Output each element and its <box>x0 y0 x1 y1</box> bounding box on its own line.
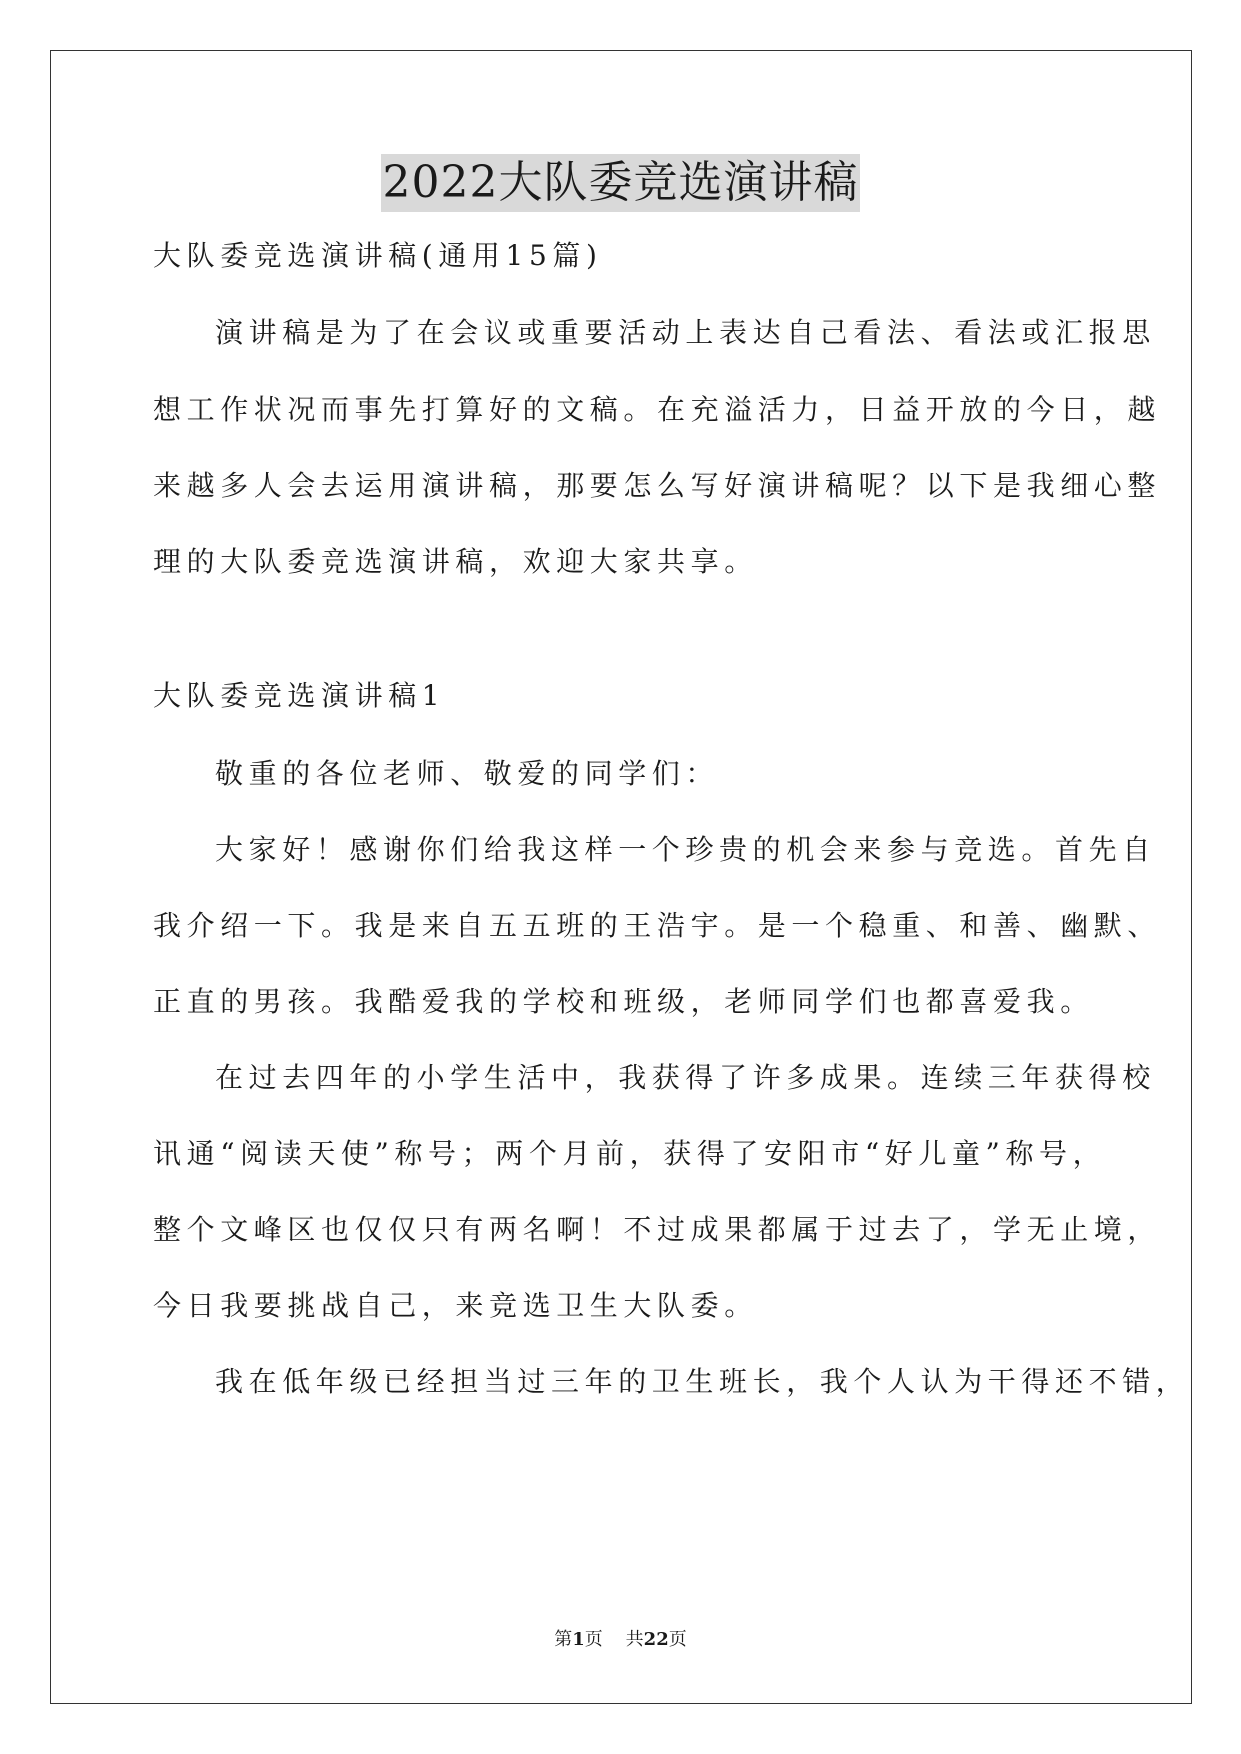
document-subtitle: 大队委竞选演讲稿(通用15篇) <box>153 239 603 272</box>
document-title: 2022大队委竞选演讲稿 <box>381 154 861 212</box>
body-line-5: 在过去四年的小学生活中，我获得了许多成果。连续三年获得校 <box>215 1061 1156 1094</box>
body-line-8: 今日我要挑战自己，来竞选卫生大队委。 <box>153 1289 758 1322</box>
page-suffix: 页 <box>584 1629 603 1650</box>
total-pages: 22 <box>643 1629 669 1650</box>
body-line-1: 敬重的各位老师、敬爱的同学们： <box>215 757 720 790</box>
intro-line-4: 理的大队委竞选演讲稿，欢迎大家共享。 <box>153 545 758 578</box>
body-line-4: 正直的男孩。我酷爱我的学校和班级，老师同学们也都喜爱我。 <box>153 985 1094 1018</box>
page-border <box>50 50 1192 1704</box>
page-number: 1 <box>572 1629 585 1650</box>
page-footer <box>0 1628 1241 1652</box>
body-line-2: 大家好！感谢你们给我这样一个珍贵的机会来参与竞选。首先自 <box>215 833 1156 866</box>
total-suffix: 页 <box>668 1629 687 1650</box>
body-line-9: 我在低年级已经担当过三年的卫生班长，我个人认为干得还不错， <box>215 1365 1190 1398</box>
body-line-6: 讯通“阅读天使”称号；两个月前，获得了安阳市“好儿童”称号， <box>153 1137 1107 1170</box>
title-container <box>0 154 1241 212</box>
total-prefix: 共 <box>625 1629 644 1650</box>
section-heading: 大队委竞选演讲稿1 <box>153 679 446 712</box>
body-line-7: 整个文峰区也仅仅只有两名啊！不过成果都属于过去了，学无止境， <box>153 1213 1162 1246</box>
intro-line-3: 来越多人会去运用演讲稿，那要怎么写好演讲稿呢？以下是我细心整 <box>153 469 1162 502</box>
intro-line-1: 演讲稿是为了在会议或重要活动上表达自己看法、看法或汇报思 <box>215 316 1156 349</box>
intro-line-2: 想工作状况而事先打算好的文稿。在充溢活力，日益开放的今日，越 <box>153 393 1162 426</box>
body-line-3: 我介绍一下。我是来自五五班的王浩宇。是一个稳重、和善、幽默、 <box>153 909 1162 942</box>
page-prefix: 第 <box>554 1629 573 1650</box>
